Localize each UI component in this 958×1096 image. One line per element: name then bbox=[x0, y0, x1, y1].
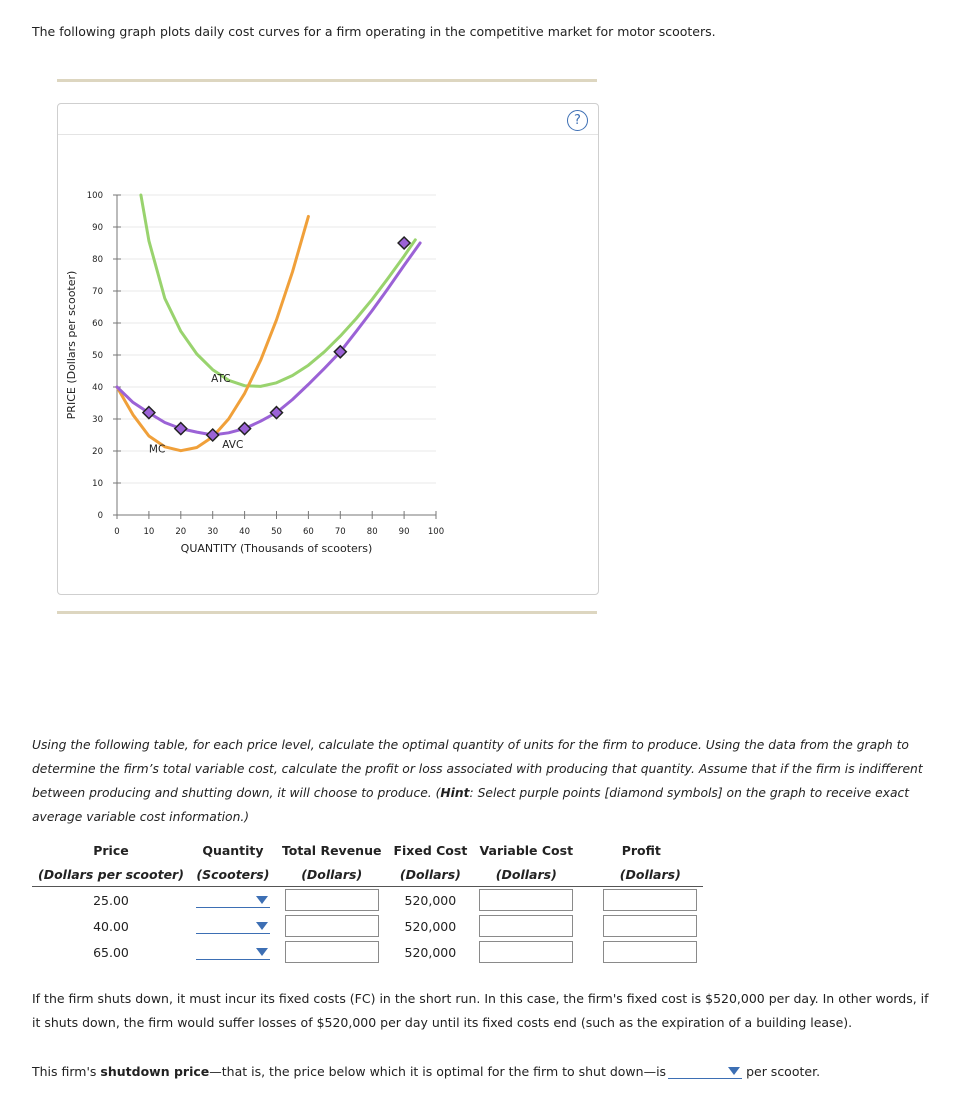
chevron-down-icon bbox=[256, 896, 268, 904]
quantity-dropdown[interactable] bbox=[196, 915, 270, 934]
table-row bbox=[32, 939, 703, 965]
subheader-total-revenue: (Dollars) bbox=[276, 862, 388, 887]
avc-point[interactable] bbox=[239, 423, 251, 435]
x-tick-label: 80 bbox=[366, 527, 378, 537]
atc-label: ATC bbox=[211, 373, 231, 386]
graph-panel bbox=[57, 103, 599, 595]
x-tick-label: 20 bbox=[175, 527, 187, 537]
shutdown-explanation: If the firm shuts down, it must incur its fixed costs (FC) in the short run. In this case, the firm's fixed cost is $520,000 per day. In other words, if it shuts down, the firm would suffer losses of $520,000 per day until its fixed costs end (such as the expiration of a building lease). bbox=[32, 991, 929, 1030]
header-total-revenue: Total Revenue bbox=[281, 842, 382, 858]
x-tick-label: 100 bbox=[427, 527, 445, 537]
total-revenue-input[interactable] bbox=[285, 915, 379, 937]
help-button[interactable]: ? bbox=[567, 110, 588, 131]
x-tick-label: 10 bbox=[143, 527, 155, 537]
x-tick-label: 50 bbox=[271, 527, 282, 537]
header-quantity: Quantity bbox=[202, 842, 264, 858]
question-middle: —that is, the price below which it is optimal for the firm to shut down—is bbox=[209, 1064, 667, 1079]
profit-input[interactable] bbox=[603, 941, 697, 963]
x-tick-label: 90 bbox=[398, 527, 410, 537]
x-tick-label: 70 bbox=[334, 527, 346, 537]
chevron-down-icon bbox=[256, 922, 268, 930]
variable-cost-input[interactable] bbox=[479, 889, 573, 911]
quantity-dropdown[interactable] bbox=[196, 941, 270, 960]
x-axis-label: QUANTITY (Thousands of scooters) bbox=[180, 542, 373, 555]
price-cell: 25.00 bbox=[93, 892, 129, 908]
subheader-price: (Dollars per scooter) bbox=[32, 862, 190, 887]
avc-label: AVC bbox=[222, 438, 244, 451]
chevron-down-icon bbox=[728, 1067, 740, 1075]
avc-point[interactable] bbox=[398, 237, 410, 249]
variable-cost-input[interactable] bbox=[479, 915, 573, 937]
graph-top-rule bbox=[57, 79, 597, 82]
y-tick-label: 10 bbox=[92, 479, 103, 489]
quantity-dropdown[interactable] bbox=[196, 889, 270, 908]
y-tick-label: 20 bbox=[92, 447, 103, 457]
hint-label: Hint bbox=[440, 786, 470, 800]
subheader-profit: (Dollars) bbox=[579, 862, 703, 887]
profit-input[interactable] bbox=[603, 889, 697, 911]
intro-text: The following graph plots daily cost curves for a firm operating in the competitive market for motor scooters. bbox=[32, 24, 716, 39]
y-tick-label: 90 bbox=[92, 223, 103, 233]
y-tick-label: 70 bbox=[92, 287, 103, 297]
x-tick-label: 60 bbox=[302, 527, 314, 537]
hint-text: : Select purple points [diamond symbols] on the graph to receive exact average variable cost information.) bbox=[32, 786, 910, 824]
avc-point[interactable] bbox=[175, 423, 187, 435]
table-row bbox=[32, 887, 703, 914]
question-bold: shutdown price bbox=[100, 1064, 210, 1079]
y-tick-label: 0 bbox=[97, 511, 103, 521]
shutdown-question bbox=[32, 1062, 820, 1079]
x-tick-label: 30 bbox=[207, 527, 219, 537]
header-variable-cost: Variable Cost bbox=[479, 842, 574, 858]
variable-cost-input[interactable] bbox=[479, 941, 573, 963]
fixed-cost-cell: 520,000 bbox=[404, 944, 457, 960]
total-revenue-input[interactable] bbox=[285, 941, 379, 963]
question-before: This firm's bbox=[32, 1064, 101, 1079]
profit-input[interactable] bbox=[603, 915, 697, 937]
mc-label: MC bbox=[148, 443, 166, 456]
header-price: Price bbox=[93, 842, 129, 858]
subheader-quantity: (Scooters) bbox=[190, 862, 276, 887]
calculation-table bbox=[32, 838, 703, 965]
instructions bbox=[32, 733, 947, 829]
x-tick-label: 40 bbox=[239, 527, 251, 537]
y-tick-label: 30 bbox=[92, 415, 103, 425]
subheader-variable-cost: (Dollars) bbox=[473, 862, 579, 887]
y-tick-label: 60 bbox=[92, 319, 103, 329]
price-cell: 65.00 bbox=[93, 944, 129, 960]
fixed-cost-cell: 520,000 bbox=[404, 892, 457, 908]
y-axis-label: PRICE (Dollars per scooter) bbox=[65, 270, 78, 420]
y-tick-label: 100 bbox=[86, 191, 103, 201]
table-row bbox=[32, 913, 703, 939]
y-tick-label: 50 bbox=[92, 351, 103, 361]
subheader-fixed-cost: (Dollars) bbox=[387, 862, 473, 887]
total-revenue-input[interactable] bbox=[285, 889, 379, 911]
instructions-text: Using the following table, for each price level, calculate the optimal quantity of units for the firm to produce. Using the data from the graph to determine the firm’s total variable cost, calculate the profit or loss associated with producing that quantity. Assume that if the firm is indifferent between producing and shutting down, it will choose to produce. ( bbox=[32, 738, 923, 800]
header-fixed-cost: Fixed Cost bbox=[393, 842, 468, 858]
price-cell: 40.00 bbox=[93, 918, 129, 934]
cost-curves-chart bbox=[58, 104, 598, 594]
chevron-down-icon bbox=[256, 948, 268, 956]
y-tick-label: 40 bbox=[92, 383, 103, 393]
fixed-cost-cell: 520,000 bbox=[404, 918, 457, 934]
x-tick-label: 0 bbox=[114, 527, 120, 537]
header-profit: Profit bbox=[621, 842, 661, 858]
shutdown-price-dropdown[interactable] bbox=[668, 1062, 742, 1079]
question-after: per scooter. bbox=[746, 1064, 821, 1079]
y-tick-label: 80 bbox=[92, 255, 103, 265]
graph-bottom-rule bbox=[57, 611, 597, 614]
